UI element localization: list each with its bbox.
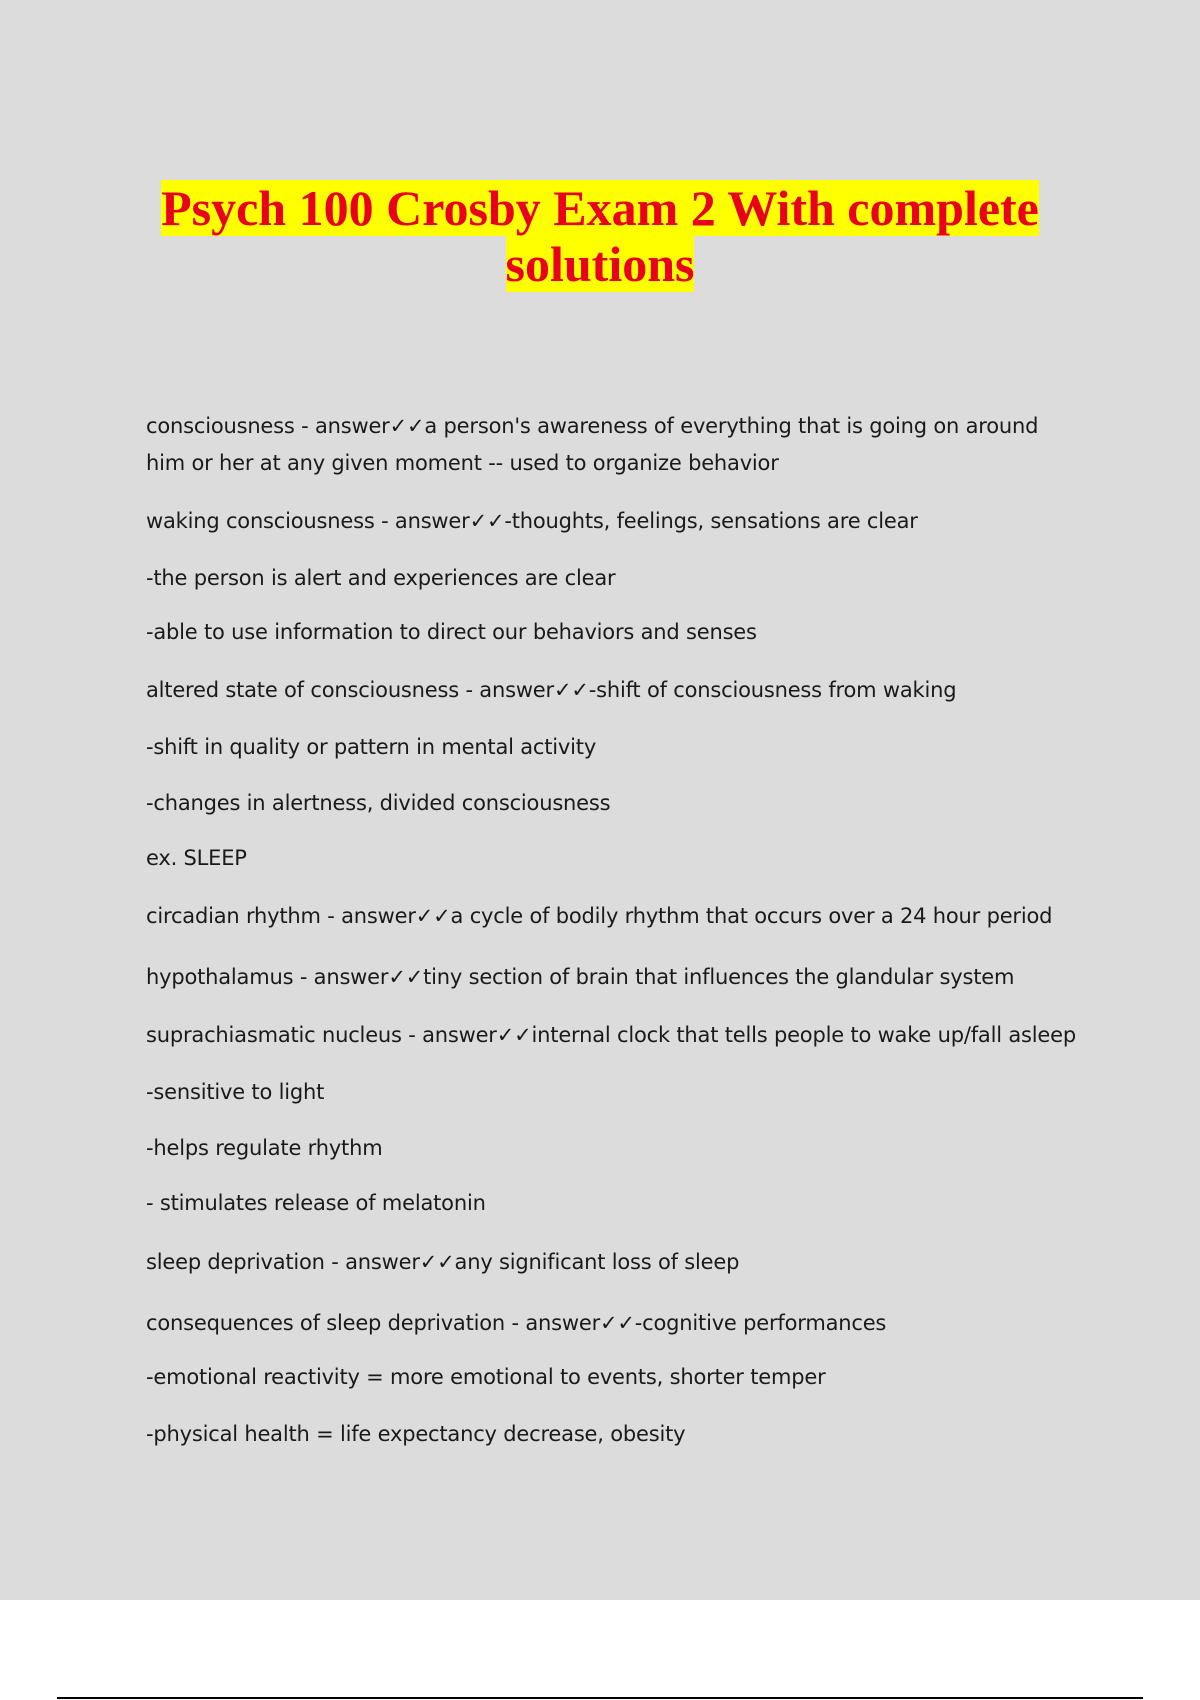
paragraph-line: ex. SLEEP	[146, 846, 247, 870]
paragraph-line: - stimulates release of melatonin	[146, 1191, 486, 1215]
paragraph-line: -changes in alertness, divided consciousness	[146, 791, 611, 815]
paragraph-sleep-deprivation: sleep deprivation - answer✓✓any significant loss of sleep	[146, 1250, 740, 1274]
paragraph-consciousness: consciousness - answer✓✓a person's awareness of everything that is going on around him or her at any given moment -- used to organize behavior	[146, 414, 1039, 475]
paragraph-altered-state: altered state of consciousness - answer✓✓-shift of consciousness from waking	[146, 678, 957, 702]
paragraph-line: -sensitive to light	[146, 1080, 325, 1104]
paragraph-waking-consciousness: waking consciousness - answer✓✓-thoughts, feelings, sensations are clear	[146, 509, 918, 533]
document-title	[0, 180, 1200, 292]
paragraph-line: -able to use information to direct our behaviors and senses	[146, 620, 757, 644]
paragraph-line: -shift in quality or pattern in mental activity	[146, 735, 597, 759]
paragraph-line: -helps regulate rhythm	[146, 1136, 383, 1160]
paragraph-line: -the person is alert and experiences are clear	[146, 566, 616, 590]
paragraph-line: -emotional reactivity = more emotional to events, shorter temper	[146, 1365, 826, 1389]
title-line-1: Psych 100 Crosby Exam 2 With complete	[161, 180, 1039, 236]
title-line-2: solutions	[505, 236, 695, 292]
paragraph-consequences: consequences of sleep deprivation - answer✓✓-cognitive performances	[146, 1311, 887, 1335]
paragraph-hypothalamus: hypothalamus - answer✓✓tiny section of brain that influences the glandular system	[146, 965, 1015, 989]
paragraph-suprachiasmatic-nucleus: suprachiasmatic nucleus - answer✓✓internal clock that tells people to wake up/fall asleep	[146, 1023, 1076, 1047]
footer-divider	[57, 1697, 1143, 1699]
paragraph-circadian-rhythm: circadian rhythm - answer✓✓a cycle of bodily rhythm that occurs over a 24 hour period	[146, 904, 1053, 928]
paragraph-line: -physical health = life expectancy decrease, obesity	[146, 1422, 686, 1446]
